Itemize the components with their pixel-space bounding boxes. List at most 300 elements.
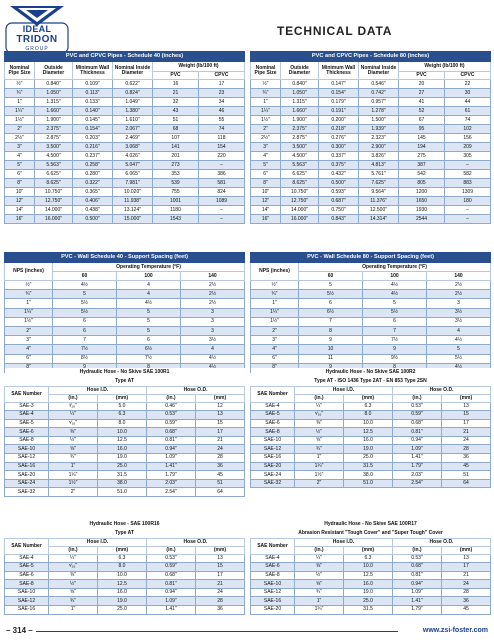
table-cell: 8: [299, 326, 363, 335]
table-cell: –: [199, 161, 245, 170]
table-cell: 0.179": [319, 98, 359, 107]
table-cell: 824: [199, 188, 245, 197]
table-cell: 0.300": [319, 143, 359, 152]
table-cell: SAE-10: [5, 445, 49, 454]
table-cell: ¾": [49, 454, 98, 463]
table-cell: 7: [53, 336, 117, 345]
table-cell: 0.68": [393, 419, 442, 428]
col-hose-id: Hose I.D.: [295, 386, 393, 394]
col-id-mm: (mm): [98, 546, 147, 554]
table-row: [251, 89, 491, 98]
table-row: [251, 161, 491, 170]
table-cell: 14.314": [359, 215, 399, 224]
table-cell: 6": [251, 354, 299, 363]
table-cell: 201: [153, 152, 199, 161]
col-140: 140: [181, 272, 245, 281]
col-140: 140: [427, 272, 491, 281]
table-cell: 64: [442, 479, 491, 488]
table-cell: 8.0: [98, 419, 147, 428]
table-cell: ¼": [49, 411, 98, 420]
table-cell: 118: [199, 134, 245, 143]
table-cell: 67: [399, 116, 445, 125]
table-cell: 16.0: [344, 436, 393, 445]
table-cell: ⁵⁄₁₆": [49, 419, 98, 428]
table-cell: ⁵⁄₁₆": [49, 563, 98, 572]
table-row: [251, 317, 491, 326]
table-cell: 5.0: [98, 402, 147, 411]
col-pvc: PVC: [399, 72, 445, 80]
pvc-schedule-40-table: [4, 51, 245, 224]
table-cell: 2½: [181, 299, 245, 308]
table-cell: 0.46": [147, 402, 196, 411]
table-row: [5, 588, 245, 597]
website-link[interactable]: www.zsi-foster.com: [422, 627, 488, 634]
table-cell: 4½: [363, 290, 427, 299]
col-weight: Weight (lb/100 ft): [399, 62, 491, 72]
table-cell: ¾": [5, 290, 53, 299]
table-row: [251, 471, 491, 480]
table-cell: 0.191": [319, 107, 359, 116]
table-cell: 1.09": [393, 588, 442, 597]
table-cell: ⅝": [295, 580, 344, 589]
table-cell: 7½: [117, 354, 181, 363]
table-cell: SAE-8: [251, 571, 295, 580]
table-cell: 2½": [251, 134, 281, 143]
table-cell: 1": [251, 299, 299, 308]
table-cell: 2.323": [359, 134, 399, 143]
table-cell: 180: [445, 197, 491, 206]
table-cell: 2": [251, 326, 299, 335]
table-cell: 3": [251, 143, 281, 152]
table-cell: SAE-20: [5, 471, 49, 480]
table-cell: 3.500": [281, 143, 319, 152]
table-cell: ½": [49, 436, 98, 445]
table-row: [251, 462, 491, 471]
table-cell: 0.438": [73, 206, 113, 215]
table-cell: ⁵⁄₁₆": [295, 411, 344, 420]
table-cell: 0.133": [73, 98, 113, 107]
table-cell: 6½: [299, 308, 363, 317]
table-cell: SAE-4: [251, 554, 295, 563]
table-row: [5, 290, 245, 299]
table-cell: 5.761": [359, 170, 399, 179]
table-cell: 1¼": [295, 606, 344, 615]
table-cell: 1": [5, 98, 35, 107]
table-cell: 0.94": [147, 588, 196, 597]
col-100: 100: [363, 272, 427, 281]
table-row: [5, 89, 245, 98]
table-cell: 6: [53, 326, 117, 335]
table-cell: SAE-6: [5, 571, 49, 580]
table-cell: 0.218": [319, 125, 359, 134]
table-row: [251, 454, 491, 463]
table-cell: 24: [442, 580, 491, 589]
table-cell: 13.124": [113, 206, 153, 215]
table-row: [5, 428, 245, 437]
table-cell: 4½: [427, 336, 491, 345]
table-cell: 3.068": [113, 143, 153, 152]
table-cell: 4.500": [35, 152, 73, 161]
table-cell: 5: [299, 281, 363, 290]
table-cell: SAE-12: [251, 588, 295, 597]
table-cell: ⅝": [295, 436, 344, 445]
table-cell: 31.5: [344, 606, 393, 615]
table-cell: 3: [181, 317, 245, 326]
table-cell: 16.0: [98, 588, 147, 597]
table-cell: 3: [181, 326, 245, 335]
table-cell: 15.000": [113, 215, 153, 224]
table-cell: 275: [399, 152, 445, 161]
table-cell: SAE-6: [251, 419, 295, 428]
table-row: [251, 179, 491, 188]
table-row: [5, 125, 245, 134]
table-cell: SAE-6: [251, 563, 295, 572]
logo-line1: IDEAL: [22, 24, 52, 34]
col-pvc: PVC: [153, 72, 199, 80]
table-cell: 16.0: [98, 445, 147, 454]
table-row: [251, 345, 491, 354]
table-cell: 1.610": [113, 116, 153, 125]
table-cell: 38.0: [344, 471, 393, 480]
hose-100r17-table: [250, 520, 491, 615]
table-cell: 11.938": [113, 197, 153, 206]
table-cell: 10.0: [98, 571, 147, 580]
table-cell: 16": [251, 215, 281, 224]
col-100: 100: [117, 272, 181, 281]
table-cell: SAE-20: [251, 462, 295, 471]
table-cell: 8.625": [35, 179, 73, 188]
table-cell: 4.026": [113, 152, 153, 161]
table-cell: 6: [363, 317, 427, 326]
table-cell: 1": [49, 606, 98, 615]
table-cell: 1½": [295, 471, 344, 480]
table-cell: 0.593": [319, 188, 359, 197]
table-cell: 7: [299, 317, 363, 326]
table-cell: 7½: [363, 336, 427, 345]
table-row: [5, 402, 245, 411]
table-cell: 41: [399, 98, 445, 107]
table-cell: 8.0: [344, 411, 393, 420]
table-cell: 4½: [53, 281, 117, 290]
table-cell: 12": [251, 197, 281, 206]
table-cell: 6½: [117, 345, 181, 354]
table-cell: 45: [442, 606, 491, 615]
col-outside: Outside Diameter: [35, 62, 73, 80]
table-row: [251, 125, 491, 134]
table-cell: 0.843": [319, 215, 359, 224]
table-cell: SAE-5: [5, 563, 49, 572]
col-id-in: (in.): [295, 546, 344, 554]
table-cell: SAE-10: [251, 436, 295, 445]
table-cell: –: [445, 206, 491, 215]
table-cell: 3½: [181, 336, 245, 345]
table-cell: 0.147": [319, 80, 359, 89]
table-cell: 19.0: [344, 445, 393, 454]
table-row: [5, 479, 245, 488]
table-cell: 4.500": [281, 152, 319, 161]
col-id-mm: (mm): [344, 394, 393, 402]
col-temperature: Operating Temperature (°F): [53, 263, 245, 272]
table-cell: 1½": [49, 479, 98, 488]
table-row: [5, 563, 245, 572]
table-row: [5, 179, 245, 188]
table-cell: 2.067": [113, 125, 153, 134]
hose-100r2-table: [250, 368, 491, 488]
table-cell: 9½: [363, 354, 427, 363]
table-subcaption: Type AT: [5, 377, 245, 386]
table-cell: –: [445, 161, 491, 170]
table-cell: 74: [199, 125, 245, 134]
table-cell: 539: [153, 179, 199, 188]
table-cell: 1": [295, 597, 344, 606]
table-row: [251, 188, 491, 197]
support-spacing-80-table: [250, 252, 491, 373]
table-row: [5, 580, 245, 589]
table-cell: SAE-24: [5, 479, 49, 488]
table-cell: 1.09": [393, 445, 442, 454]
table-cell: ⅜": [49, 428, 98, 437]
table-caption: PVC and CPVC Pipes - Schedule 40 (inches): [5, 52, 245, 62]
table-cell: 1.660": [281, 107, 319, 116]
table-cell: 0.53": [393, 554, 442, 563]
table-cell: 0.337": [319, 152, 359, 161]
table-cell: 20: [399, 80, 445, 89]
table-cell: 7: [363, 326, 427, 335]
table-row: [5, 197, 245, 206]
table-row: [251, 411, 491, 420]
table-row: [251, 354, 491, 363]
table-cell: 5: [53, 290, 117, 299]
table-cell: 27: [399, 89, 445, 98]
table-cell: 4½: [363, 281, 427, 290]
table-row: [5, 411, 245, 420]
table-cell: SAE-10: [5, 588, 49, 597]
table-cell: 28: [442, 588, 491, 597]
table-cell: 1¼": [251, 308, 299, 317]
table-cell: 581: [199, 179, 245, 188]
table-cell: ³⁄₁₆": [49, 402, 98, 411]
table-cell: 0.406": [73, 197, 113, 206]
table-row: [5, 170, 245, 179]
table-cell: 1.41": [393, 454, 442, 463]
table-cell: ¾": [49, 597, 98, 606]
table-cell: 0.840": [281, 80, 319, 89]
col-sae-number: SAE Number: [5, 538, 49, 554]
table-caption: Hydraulic Hose - No Skive SAE 100R1: [5, 368, 245, 377]
table-cell: 9.564": [359, 188, 399, 197]
col-60: 60: [299, 272, 363, 281]
table-cell: 1650: [399, 197, 445, 206]
table-cell: 107: [153, 134, 199, 143]
table-cell: 6: [53, 317, 117, 326]
table-cell: 1": [49, 462, 98, 471]
table-cell: 2½: [427, 290, 491, 299]
table-caption: PVC and CPVC Pipes - Schedule 80 (inches): [251, 52, 491, 62]
table-cell: 25.0: [344, 597, 393, 606]
table-cell: 273: [153, 161, 199, 170]
col-wall: Minimum Wall Thickness: [319, 62, 359, 80]
table-row: [5, 188, 245, 197]
table-cell: 0.622": [113, 80, 153, 89]
table-cell: 542: [399, 170, 445, 179]
table-cell: 32: [153, 98, 199, 107]
table-cell: 1001: [153, 197, 199, 206]
table-cell: 6.3: [344, 402, 393, 411]
table-cell: 0.500": [73, 215, 113, 224]
table-row: [251, 606, 491, 615]
col-id-mm: (mm): [98, 394, 147, 402]
table-cell: 10: [299, 345, 363, 354]
table-cell: 4: [181, 345, 245, 354]
table-cell: 1089: [199, 197, 245, 206]
table-cell: 2": [295, 479, 344, 488]
table-cell: 6.625": [281, 170, 319, 179]
table-cell: 6.3: [98, 554, 147, 563]
table-cell: 13: [442, 554, 491, 563]
table-cell: 2½": [5, 134, 35, 143]
table-cell: 1¼": [5, 107, 35, 116]
table-cell: 1.278": [359, 107, 399, 116]
table-cell: 16.0: [344, 580, 393, 589]
table-cell: 12": [5, 197, 35, 206]
table-cell: SAE-4: [5, 411, 49, 420]
col-hose-id: Hose I.D.: [49, 538, 147, 546]
table-row: [251, 116, 491, 125]
table-cell: 28: [196, 454, 245, 463]
table-cell: 3": [251, 336, 299, 345]
table-caption: PVC - Wall Schedule 80 - Support Spacing (feet): [251, 253, 491, 263]
table-cell: ¼": [295, 554, 344, 563]
table-cell: 13: [196, 411, 245, 420]
table-cell: 0.840": [35, 80, 73, 89]
table-cell: 6": [5, 354, 53, 363]
table-cell: 1930: [399, 206, 445, 215]
table-cell: 4½: [181, 354, 245, 363]
table-cell: 0.81": [147, 436, 196, 445]
table-cell: SAE-12: [5, 454, 49, 463]
table-row: [5, 445, 245, 454]
table-cell: 8.625": [281, 179, 319, 188]
table-row: [5, 143, 245, 152]
table-cell: 15: [196, 419, 245, 428]
table-cell: 16": [5, 215, 35, 224]
table-cell: 8": [251, 179, 281, 188]
table-cell: ½": [295, 428, 344, 437]
table-row: [5, 597, 245, 606]
table-row: [5, 336, 245, 345]
col-od-in: (in.): [147, 546, 196, 554]
table-cell: 16.000": [281, 215, 319, 224]
table-cell: 36: [196, 462, 245, 471]
col-od-in: (in.): [393, 546, 442, 554]
table-cell: 10.750": [35, 188, 73, 197]
col-id-in: (in.): [49, 546, 98, 554]
table-cell: 0.276": [319, 134, 359, 143]
table-cell: 44: [445, 98, 491, 107]
col-od-mm: (mm): [196, 546, 245, 554]
table-cell: 2": [251, 125, 281, 134]
table-cell: 1.09": [147, 454, 196, 463]
table-cell: 0.322": [73, 179, 113, 188]
table-cell: 0.957": [359, 98, 399, 107]
table-cell: 15: [442, 411, 491, 420]
table-cell: 5: [117, 317, 181, 326]
table-cell: 4½: [117, 299, 181, 308]
table-row: [251, 98, 491, 107]
table-subcaption: Abrasion Resistant "Tough Cover" and "Super Tough" Cover: [251, 529, 491, 538]
table-cell: 46: [199, 107, 245, 116]
table-cell: 0.81": [393, 428, 442, 437]
table-cell: 2½: [181, 290, 245, 299]
table-cell: ¾": [251, 290, 299, 299]
table-cell: 5: [117, 326, 181, 335]
table-cell: SAE-5: [251, 411, 295, 420]
table-row: [251, 445, 491, 454]
table-cell: 6.3: [344, 554, 393, 563]
table-cell: 1.09": [147, 597, 196, 606]
table-row: [5, 471, 245, 480]
table-cell: –: [199, 206, 245, 215]
table-cell: 1.050": [281, 89, 319, 98]
col-od-in: (in.): [393, 394, 442, 402]
table-cell: 0.200": [319, 116, 359, 125]
table-cell: 1.939": [359, 125, 399, 134]
table-row: [251, 143, 491, 152]
table-cell: 19.0: [98, 597, 147, 606]
table-cell: 0.742": [359, 89, 399, 98]
table-cell: 10.0: [344, 563, 393, 572]
table-cell: 16: [153, 80, 199, 89]
hose-100r1-table: [4, 368, 245, 497]
table-caption: Hydraulic Hose - SAE 100R16: [5, 520, 245, 529]
table-caption: Hydraulic Hose - No Skive SAE 100R17: [251, 520, 491, 529]
table-cell: 3": [5, 143, 35, 152]
pvc-schedule-80-table: [250, 51, 491, 224]
table-cell: 10.020": [113, 188, 153, 197]
table-cell: 28: [442, 445, 491, 454]
table-subcaption: Type AT: [5, 529, 245, 538]
table-cell: 6: [299, 299, 363, 308]
table-cell: 11.376": [359, 197, 399, 206]
table-row: [5, 134, 245, 143]
table-cell: 45: [442, 462, 491, 471]
table-cell: 5: [427, 345, 491, 354]
table-cell: 805: [399, 179, 445, 188]
table-cell: 1.41": [393, 597, 442, 606]
table-cell: 156: [445, 134, 491, 143]
table-cell: 17: [442, 563, 491, 572]
table-cell: 2.469": [113, 134, 153, 143]
table-cell: 1¼": [251, 107, 281, 116]
table-cell: 28: [196, 597, 245, 606]
table-cell: 31.5: [98, 471, 147, 480]
table-cell: 0.109": [73, 80, 113, 89]
table-cell: 0.375": [319, 161, 359, 170]
table-cell: 1": [5, 299, 53, 308]
table-cell: 19.0: [98, 454, 147, 463]
table-cell: 21: [442, 428, 491, 437]
table-cell: 8.0: [98, 563, 147, 572]
table-cell: ½": [251, 281, 299, 290]
table-cell: 220: [199, 152, 245, 161]
table-cell: 13: [196, 554, 245, 563]
table-cell: 2.03": [147, 479, 196, 488]
table-row: [251, 419, 491, 428]
table-cell: 61: [445, 107, 491, 116]
table-cell: 154: [199, 143, 245, 152]
table-cell: 1¼": [49, 471, 98, 480]
table-cell: 1½": [5, 317, 53, 326]
